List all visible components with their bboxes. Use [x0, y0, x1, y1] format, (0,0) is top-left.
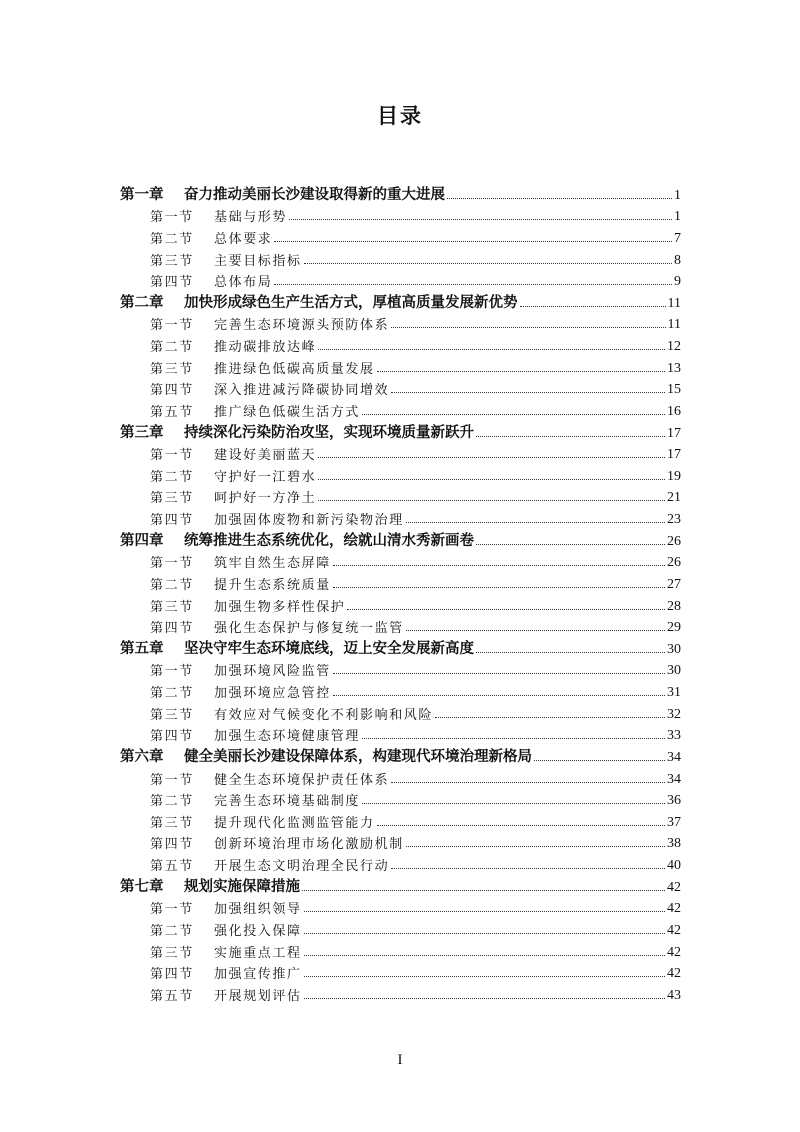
section-number: 第一节 [150, 664, 194, 680]
toc-entry-label [150, 271, 272, 290]
section-title: 加强生态环境健康管理 [214, 729, 361, 745]
toc-section-entry[interactable] [120, 788, 681, 810]
toc-section-entry[interactable] [120, 939, 681, 961]
toc-entry-label [120, 421, 474, 442]
toc-entry-label [150, 336, 316, 355]
toc-entry-label [150, 660, 331, 679]
toc-page-number: 21 [667, 490, 681, 506]
toc-section-entry[interactable] [120, 225, 681, 247]
dot-leader [318, 500, 665, 501]
toc-page-number: 27 [667, 576, 681, 592]
dot-leader [318, 457, 665, 458]
dot-leader [304, 933, 665, 934]
section-title: 加强环境风险监管 [214, 664, 331, 680]
dot-leader [302, 890, 665, 891]
toc-entry-label [150, 942, 302, 961]
toc-page-number: 15 [667, 382, 681, 398]
section-title: 深入推进减污降碳协同增效 [214, 383, 390, 399]
toc-section-entry[interactable] [120, 593, 681, 615]
dot-leader [435, 717, 665, 718]
toc-page-number: 42 [667, 879, 681, 895]
toc-section-entry[interactable] [120, 355, 681, 377]
dot-leader [304, 976, 665, 977]
toc-entry-label [150, 444, 316, 463]
chapter-number: 第三章 [120, 424, 164, 441]
section-title: 基础与形势 [214, 210, 288, 226]
toc-entry-label [150, 206, 287, 225]
dot-leader [333, 565, 665, 566]
toc-entry-label [120, 875, 300, 896]
toc-entry-label [150, 725, 360, 744]
dot-leader [476, 544, 665, 545]
dot-leader [318, 349, 665, 350]
section-number: 第二节 [150, 794, 194, 810]
toc-section-entry[interactable] [120, 442, 681, 464]
toc-entry-label [120, 745, 532, 766]
toc-page-number: 17 [667, 425, 681, 441]
toc-chapter-entry[interactable] [120, 182, 681, 204]
chapter-number: 第四章 [120, 532, 164, 549]
section-number: 第五节 [150, 404, 194, 420]
dot-leader [534, 760, 665, 761]
dot-leader [362, 414, 665, 415]
section-number: 第四节 [150, 729, 194, 745]
section-title: 完善生态环境源头预防体系 [214, 318, 390, 334]
toc-section-entry[interactable] [120, 701, 681, 723]
dot-leader [391, 782, 665, 783]
toc-entry-label [150, 509, 404, 528]
section-number: 第三节 [150, 361, 194, 377]
toc-section-entry[interactable] [120, 550, 681, 572]
toc-page-number: 43 [667, 987, 681, 1003]
dot-leader [391, 392, 665, 393]
section-number: 第三节 [150, 491, 194, 507]
toc-entry-label [150, 963, 302, 982]
section-title: 加强固体废物和新污染物治理 [214, 513, 404, 528]
section-number: 第四节 [150, 513, 194, 528]
toc-section-entry[interactable] [120, 485, 681, 507]
toc-page-number: 31 [667, 685, 681, 700]
toc-entry-label [150, 704, 433, 723]
toc-entry-label [120, 637, 474, 658]
dot-leader [304, 911, 665, 912]
section-title: 加强生物多样性保护 [214, 599, 346, 615]
dot-leader [304, 263, 672, 264]
toc-page-number: 8 [674, 252, 681, 268]
toc-page-number: 37 [667, 814, 681, 830]
toc-entry-label [150, 920, 302, 939]
chapter-title: 奋力推动美丽长沙建设取得新的重大进展 [184, 186, 445, 203]
dot-leader [304, 998, 665, 999]
toc-entry-label [150, 682, 331, 701]
toc-page-number: 38 [667, 836, 681, 852]
section-title: 强化投入保障 [214, 923, 302, 939]
section-title: 强化生态保护与修复统一监管 [214, 621, 404, 637]
toc-chapter-entry[interactable] [120, 636, 681, 658]
section-title: 建设好美丽蓝天 [214, 448, 317, 464]
section-number: 第二节 [150, 231, 194, 247]
section-number: 第一节 [150, 902, 194, 918]
toc-section-entry[interactable] [120, 917, 681, 939]
toc-page-number: 30 [667, 641, 681, 657]
chapter-number: 第二章 [120, 294, 164, 311]
dot-leader [391, 868, 665, 869]
section-number: 第二节 [150, 686, 194, 701]
toc-entry-label [150, 466, 316, 485]
dot-leader [520, 306, 666, 307]
toc-title: 目录 [377, 104, 423, 128]
toc-section-entry[interactable] [120, 852, 681, 874]
toc-section-entry[interactable] [120, 982, 681, 1004]
section-number: 第一节 [150, 318, 194, 334]
toc-entry-label [150, 552, 331, 571]
section-title: 有效应对气候变化不利影响和风险 [214, 707, 434, 723]
section-title: 总体布局 [214, 275, 273, 291]
toc-chapter-entry[interactable] [120, 528, 681, 550]
dot-leader [333, 695, 665, 696]
section-title: 开展生态文明治理全民行动 [214, 859, 390, 874]
toc-section-entry[interactable] [120, 766, 681, 788]
toc-page-number: 17 [667, 447, 681, 463]
toc-section-entry[interactable] [120, 312, 681, 334]
toc-page-number: 36 [667, 793, 681, 809]
chapter-title: 坚决守牢生态环境底线，迈上安全发展新高度 [184, 640, 474, 657]
dot-leader [447, 198, 672, 199]
section-number: 第三节 [150, 815, 194, 831]
dot-leader [333, 673, 665, 674]
section-number: 第四节 [150, 275, 194, 291]
toc-entry-label [150, 596, 345, 615]
toc-chapter-entry[interactable] [120, 290, 681, 312]
section-title: 呵护好一方净土 [214, 491, 317, 507]
toc-page-number: 1 [674, 187, 681, 203]
dot-leader [274, 241, 672, 242]
section-title: 加强宣传推广 [214, 967, 302, 983]
toc-entry-label [150, 379, 389, 398]
toc-page-number: 32 [667, 706, 681, 722]
toc-page-number: 29 [667, 620, 681, 636]
toc-chapter-entry[interactable] [120, 874, 681, 896]
section-title: 总体要求 [214, 231, 273, 247]
toc-section-entry[interactable] [120, 615, 681, 637]
toc-entry-label [150, 855, 389, 874]
toc-entry-label [150, 574, 331, 593]
toc-entry-label [150, 358, 375, 377]
page-number: I [397, 1052, 403, 1068]
toc-section-entry[interactable] [120, 398, 681, 420]
section-number: 第五节 [150, 859, 194, 874]
section-title: 推广绿色低碳生活方式 [214, 404, 361, 420]
toc-page-number: 16 [667, 403, 681, 419]
toc-section-entry[interactable] [120, 658, 681, 680]
toc-entry-label [150, 401, 360, 420]
toc-section-entry[interactable] [120, 809, 681, 831]
section-number: 第四节 [150, 967, 194, 983]
toc-page-number: 42 [667, 944, 681, 960]
toc-page-number: 30 [667, 663, 681, 679]
toc-section-entry[interactable] [120, 679, 681, 701]
toc-page-number: 33 [667, 728, 681, 744]
section-number: 第二节 [150, 340, 194, 355]
section-title: 提升现代化监测监管能力 [214, 815, 375, 831]
section-title: 完善生态环境基础制度 [214, 794, 361, 810]
toc-chapter-entry[interactable] [120, 420, 681, 442]
toc-page-number: 13 [667, 360, 681, 376]
section-title: 健全生态环境保护责任体系 [214, 772, 390, 788]
section-number: 第四节 [150, 837, 194, 853]
toc-section-entry[interactable] [120, 831, 681, 853]
toc-entry-label [150, 812, 375, 831]
section-title: 开展规划评估 [214, 988, 302, 1004]
section-number: 第四节 [150, 621, 194, 637]
section-title: 提升生态系统质量 [214, 577, 331, 593]
section-number: 第一节 [150, 556, 194, 572]
toc-entry-label [150, 250, 302, 269]
toc-section-entry[interactable] [120, 377, 681, 399]
toc-page-number: 34 [667, 771, 681, 787]
section-title: 筑牢自然生态屏障 [214, 556, 331, 572]
toc-entry-label [150, 617, 404, 636]
chapter-title: 加快形成绿色生产生活方式，厚植高质量发展新优势 [184, 294, 518, 311]
section-number: 第三节 [150, 707, 194, 723]
chapter-title: 统筹推进生态系统优化，绘就山清水秀新画卷 [184, 532, 474, 549]
section-number: 第三节 [150, 253, 194, 269]
toc-section-entry[interactable] [120, 896, 681, 918]
section-number: 第二节 [150, 577, 194, 593]
section-number: 第一节 [150, 210, 194, 226]
chapter-number: 第一章 [120, 186, 164, 203]
toc-page-number: 9 [674, 274, 681, 290]
toc-page-number: 23 [667, 512, 681, 527]
toc-entry-label [150, 228, 272, 247]
toc-section-entry[interactable] [120, 247, 681, 269]
dot-leader [362, 803, 665, 804]
table-of-contents [120, 182, 681, 1004]
dot-leader [362, 738, 665, 739]
toc-page-number: 11 [667, 317, 681, 333]
dot-leader [406, 522, 665, 523]
section-number: 第二节 [150, 469, 194, 485]
dot-leader [304, 955, 665, 956]
toc-page-number: 42 [667, 922, 681, 938]
toc-entry-label [120, 529, 474, 550]
section-title: 实施重点工程 [214, 945, 302, 961]
toc-page-number: 7 [674, 230, 681, 246]
toc-section-entry[interactable] [120, 463, 681, 485]
section-title: 推动碳排放达峰 [214, 340, 317, 355]
dot-leader [318, 479, 665, 480]
toc-entry-label [150, 769, 389, 788]
toc-page-number: 11 [667, 295, 681, 311]
toc-page-number: 19 [667, 468, 681, 484]
dot-leader [333, 587, 665, 588]
toc-page-number: 12 [667, 339, 681, 354]
section-number: 第一节 [150, 448, 194, 464]
toc-section-entry[interactable] [120, 269, 681, 291]
toc-section-entry[interactable] [120, 204, 681, 226]
toc-section-entry[interactable] [120, 333, 681, 355]
chapter-number: 第五章 [120, 640, 164, 657]
section-title: 创新环境治理市场化激励机制 [214, 837, 404, 853]
toc-page-number: 42 [667, 901, 681, 917]
toc-entry-label [150, 833, 404, 852]
dot-leader [391, 327, 665, 328]
section-number: 第四节 [150, 383, 194, 399]
toc-entry-label [150, 985, 302, 1004]
section-number: 第二节 [150, 923, 194, 939]
toc-entry-label [150, 898, 302, 917]
chapter-title: 持续深化污染防治攻坚，实现环境质量新跃升 [184, 424, 474, 441]
toc-entry-label [150, 314, 389, 333]
dot-leader [377, 825, 665, 826]
section-number: 第一节 [150, 772, 194, 788]
toc-page-number: 26 [667, 555, 681, 571]
dot-leader [476, 652, 665, 653]
section-number: 第三节 [150, 945, 194, 961]
section-number: 第三节 [150, 599, 194, 615]
section-title: 推进绿色低碳高质量发展 [214, 361, 375, 377]
toc-entry-label [150, 487, 316, 506]
section-title: 加强环境应急管控 [214, 686, 331, 701]
toc-section-entry[interactable] [120, 723, 681, 745]
chapter-title: 规划实施保障措施 [184, 878, 300, 895]
section-title: 主要目标指标 [214, 253, 302, 269]
toc-entry-label [120, 291, 518, 312]
toc-section-entry[interactable] [120, 506, 681, 528]
section-number: 第五节 [150, 988, 194, 1004]
chapter-number: 第七章 [120, 878, 164, 895]
toc-entry-label [120, 183, 445, 204]
section-title: 守护好一江碧水 [214, 469, 317, 485]
dot-leader [476, 436, 665, 437]
dot-leader [406, 846, 665, 847]
section-title: 加强组织领导 [214, 902, 302, 918]
toc-chapter-entry[interactable] [120, 744, 681, 766]
dot-leader [377, 371, 665, 372]
dot-leader [406, 630, 665, 631]
chapter-number: 第六章 [120, 748, 164, 765]
toc-page-number: 40 [667, 858, 681, 873]
toc-section-entry[interactable] [120, 571, 681, 593]
toc-page-number: 1 [674, 209, 681, 225]
toc-entry-label [150, 790, 360, 809]
toc-page-number: 42 [667, 966, 681, 982]
dot-leader [347, 609, 665, 610]
toc-page-number: 34 [667, 749, 681, 765]
chapter-title: 健全美丽长沙建设保障体系，构建现代环境治理新格局 [184, 748, 532, 765]
toc-page-number: 28 [667, 598, 681, 614]
dot-leader [274, 284, 672, 285]
dot-leader [289, 219, 672, 220]
toc-section-entry[interactable] [120, 961, 681, 983]
toc-page-number: 26 [667, 533, 681, 549]
